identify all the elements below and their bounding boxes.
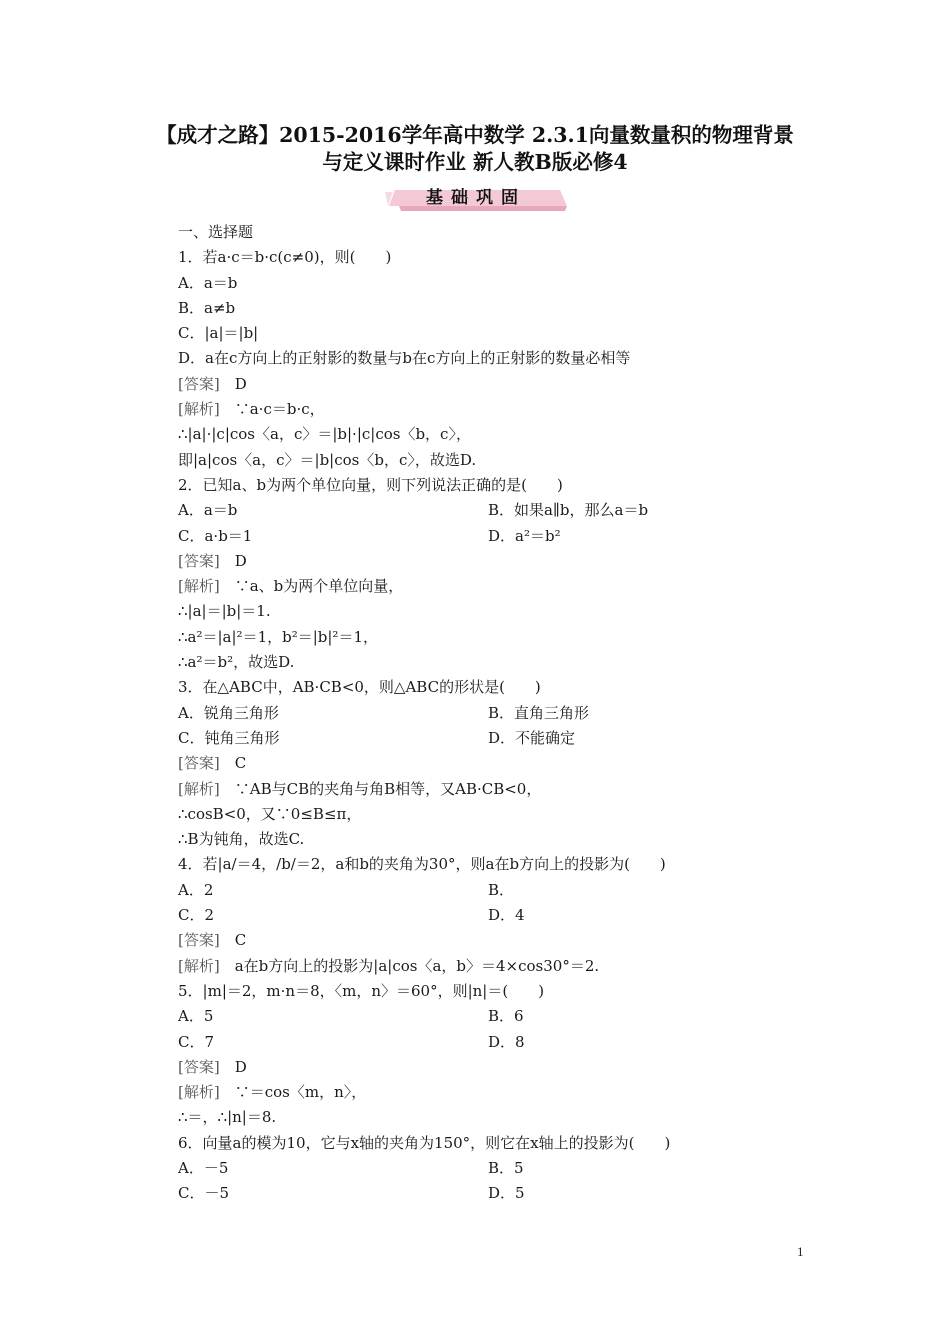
analysis-line: ∴|a|·|c|cos〈a，c〉＝|b|·|c|cos〈b，c〉， (178, 425, 471, 444)
question-4-answer (178, 928, 818, 953)
analysis-tag: [解析] (178, 779, 220, 798)
answer-value: D (234, 1057, 247, 1076)
question-1-answer (178, 372, 818, 397)
question-6-options-row-1 (178, 1156, 818, 1181)
question-5-option-a: A．5 (178, 1007, 214, 1026)
question-2-option-a: A．a＝b (178, 501, 238, 520)
question-2-options-row-2 (178, 524, 818, 549)
question-5-option-b: B．6 (488, 1007, 524, 1026)
answer-value: D (234, 374, 247, 393)
analysis-line: ∴B为钝角，故选C. (178, 830, 305, 849)
question-4-option-a: A．2 (178, 880, 214, 899)
section-banner (385, 186, 567, 212)
question-3-stem: 3．在△ABC中，AB·CB<0，则△ABC的形状是( ) (178, 678, 541, 697)
analysis-line: ∴＝，∴|n|＝8. (178, 1108, 277, 1127)
question-6-option-b: B．5 (488, 1158, 524, 1177)
analysis-line: a在b方向上的投影为|a|cos〈a，b〉＝4×cos30°＝2. (234, 956, 600, 975)
answer-tag: [答案] (178, 551, 220, 570)
question-4-stem: 4．若|a/＝4，/b/＝2，a和b的夹角为30°，则a在b方向上的投影为( ) (178, 855, 666, 874)
analysis-tag: [解析] (178, 956, 220, 975)
question-4-options-row-2 (178, 903, 818, 928)
question-2-option-c: C．a·b＝1 (178, 526, 253, 545)
question-3-answer (178, 751, 818, 776)
analysis-line: ∵＝cos〈m，n〉， (234, 1083, 367, 1102)
question-2-option-d: D．a²＝b² (488, 526, 561, 545)
question-3-option-a: A．锐角三角形 (178, 703, 279, 722)
question-1-analysis (178, 397, 818, 422)
question-5-options-row-1 (178, 1004, 818, 1029)
question-5-analysis (178, 1080, 818, 1105)
question-5-option-c: C．7 (178, 1032, 215, 1051)
page-number: 1 (797, 1244, 804, 1259)
analysis-line: ∵a·c＝b·c， (234, 400, 325, 419)
question-4-option-c: C．2 (178, 906, 215, 925)
analysis-tag: [解析] (178, 1083, 220, 1102)
answer-tag: [答案] (178, 374, 220, 393)
title-line-1: 【成才之路】2015-2016学年高中数学 2.3.1向量数量积的物理背景 (156, 123, 794, 147)
analysis-line: ∴a²＝|a|²＝1，b²＝|b|²＝1， (178, 627, 378, 646)
question-4-option-d: D．4 (488, 906, 525, 925)
question-6-options-row-2 (178, 1181, 818, 1206)
question-6-option-c: C．－5 (178, 1184, 230, 1203)
document-body (178, 220, 818, 1207)
question-1-option-b: B．a≠b (178, 298, 236, 317)
answer-tag: [答案] (178, 931, 220, 950)
question-6-option-d: D．5 (488, 1184, 525, 1203)
answer-value: D (234, 551, 247, 570)
question-3-options-row-2 (178, 726, 818, 751)
analysis-line: 即|a|cos〈a，c〉＝|b|cos〈b，c〉，故选D. (178, 450, 477, 469)
question-3-analysis (178, 777, 818, 802)
analysis-line: ∴cosB<0，又∵0≤B≤π， (178, 804, 362, 823)
answer-value: C (234, 931, 247, 950)
section-heading: 一、选择题 (178, 223, 254, 241)
question-2-analysis (178, 574, 818, 599)
title-line-2: 与定义课时作业 新人教B版必修4 (322, 150, 628, 174)
analysis-tag: [解析] (178, 400, 220, 419)
question-3-option-b: B．直角三角形 (488, 703, 590, 722)
question-1-option-d: D．a在c方向上的正射影的数量与b在c方向上的正射影的数量必相等 (178, 349, 631, 368)
question-5-option-d: D．8 (488, 1032, 525, 1051)
question-3-options-row-1 (178, 701, 818, 726)
question-4-options-row-1 (178, 878, 818, 903)
question-5-answer (178, 1055, 818, 1080)
analysis-line: ∵a、b为两个单位向量， (234, 577, 404, 596)
analysis-tag: [解析] (178, 577, 220, 596)
question-2-answer (178, 549, 818, 574)
question-1-option-c: C．|a|＝|b| (178, 324, 259, 343)
analysis-line: ∴|a|＝|b|＝1. (178, 602, 271, 621)
analysis-line: ∴a²＝b²，故选D. (178, 653, 295, 672)
analysis-line: ∵AB与CB的夹角与角B相等，又AB·CB<0， (234, 779, 542, 798)
question-1-stem: 1．若a·c＝b·c(c≠0)，则( ) (178, 248, 392, 267)
question-1-option-a: A．a＝b (178, 273, 238, 292)
answer-value: C (234, 754, 247, 773)
question-3-option-c: C．钝角三角形 (178, 728, 280, 747)
document-title (80, 122, 870, 176)
question-6-option-a: A．－5 (178, 1158, 229, 1177)
question-6-stem: 6．向量a的模为10，它与x轴的夹角为150°，则它在x轴上的投影为( ) (178, 1133, 671, 1152)
question-2-stem: 2．已知a、b为两个单位向量，则下列说法正确的是( ) (178, 475, 563, 494)
answer-tag: [答案] (178, 754, 220, 773)
question-3-option-d: D．不能确定 (488, 728, 576, 747)
banner-label: 基础巩固 (426, 188, 526, 208)
question-5-options-row-2 (178, 1030, 818, 1055)
question-2-options-row-1 (178, 498, 818, 523)
question-4-option-b: B． (488, 880, 515, 899)
question-2-option-b: B．如果a∥b，那么a＝b (488, 501, 649, 520)
question-5-stem: 5．|m|＝2，m·n＝8，〈m，n〉＝60°，则|n|＝( ) (178, 981, 545, 1000)
answer-tag: [答案] (178, 1057, 220, 1076)
question-4-analysis (178, 954, 818, 979)
